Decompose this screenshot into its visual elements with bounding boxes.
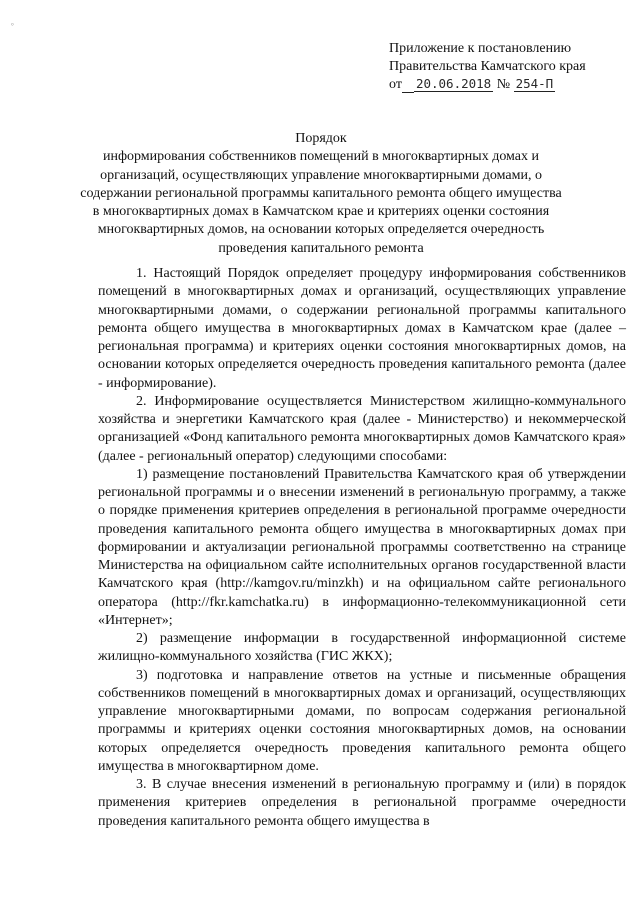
date-underline-lead (402, 78, 414, 93)
appendix-line-2: Правительства Камчатского края (389, 59, 586, 74)
decree-number: 254-П (515, 76, 554, 91)
paragraph-1: 1. Настоящий Порядок определяет процедуру информирования собственников помещений в многоквартирных домах и организаций, осуществляющих управление многоквартирными домами, о содержании региональной программы капитального ремонта общего имущества в многоквартирных домах в Камчатском крае (далее – региональная программа) и критериях оценки состояния многоквартирных домов, на основании которых определяется очередность проведения капитального ремонта (далее - информирование). (98, 266, 626, 391)
from-label: от (389, 77, 402, 92)
decree-date: 20.06.2018 (415, 76, 492, 91)
paragraph-3: 3. В случае внесения изменений в региональную программу и (или) в порядок применения критериев определения в региональной программе очередности проведения капитального ремонта общего имущества в (98, 777, 626, 829)
paragraph-2: 2. Информирование осуществляется Министерством жилищно-коммунального хозяйства и энергетики Камчатского края (далее - Министерство) и некоммерческой организацией «Фонд капитального ремонта многоквартирных домов Камчатского края» (далее - региональный оператор) следующими способами: (98, 393, 626, 464)
corner-mark: ° (11, 22, 14, 30)
appendix-block (389, 40, 629, 94)
appendix-date-line (389, 76, 629, 94)
number-label: № (496, 77, 511, 92)
sub-item-2: 2) размещение информации в государственной информационной системе жилищно-коммунального хозяйства (ГИС ЖКХ); (98, 631, 626, 665)
title-heading: Порядок (295, 131, 347, 146)
appendix-line-1: Приложение к постановлению (389, 41, 572, 56)
sub-item-3: 3) подготовка и направление ответов на устные и письменные обращения собственников помещений в многоквартирных домах и организаций, осуществляющих управление многоквартирными домами, по вопросам содержания региональной программы и критериях оценки состояния многоквартирных домов, на основании которых определяется очередность проведения капитального ремонта общего имущества в многоквартирном доме. (98, 667, 626, 774)
title-subtitle: информирования собственников помещений в многоквартирных домах и организаций, осуществляющих управление многоквартирными домами, о содержании региональной программы капитального ремонта общего имущества в многоквартирных домах в Камчатском крае и критериях оценки состояния многоквартирных домов, на основании которых определяется очередность проведения капитального ремонта (80, 149, 562, 256)
sub-item-1: 1) размещение постановлений Правительства Камчатского края об утверждении региональной программы и о внесении изменений в региональную программу, а также о порядке применения критериев определения в региональной программе очередности проведения капитального ремонта общего имущества в многоквартирных домах при формировании и актуализации региональной программы соответственно на странице Министерства на официальном сайте исполнительных органов государственной власти Камчатского края (http://kamgov.ru/minzkh) и на официальном сайте регионального оператора (http://fkr.kamchatka.ru) в информационно-телекоммуникационной сети «Интернет»; (98, 466, 626, 628)
document-body (98, 265, 626, 831)
document-title (80, 130, 562, 258)
